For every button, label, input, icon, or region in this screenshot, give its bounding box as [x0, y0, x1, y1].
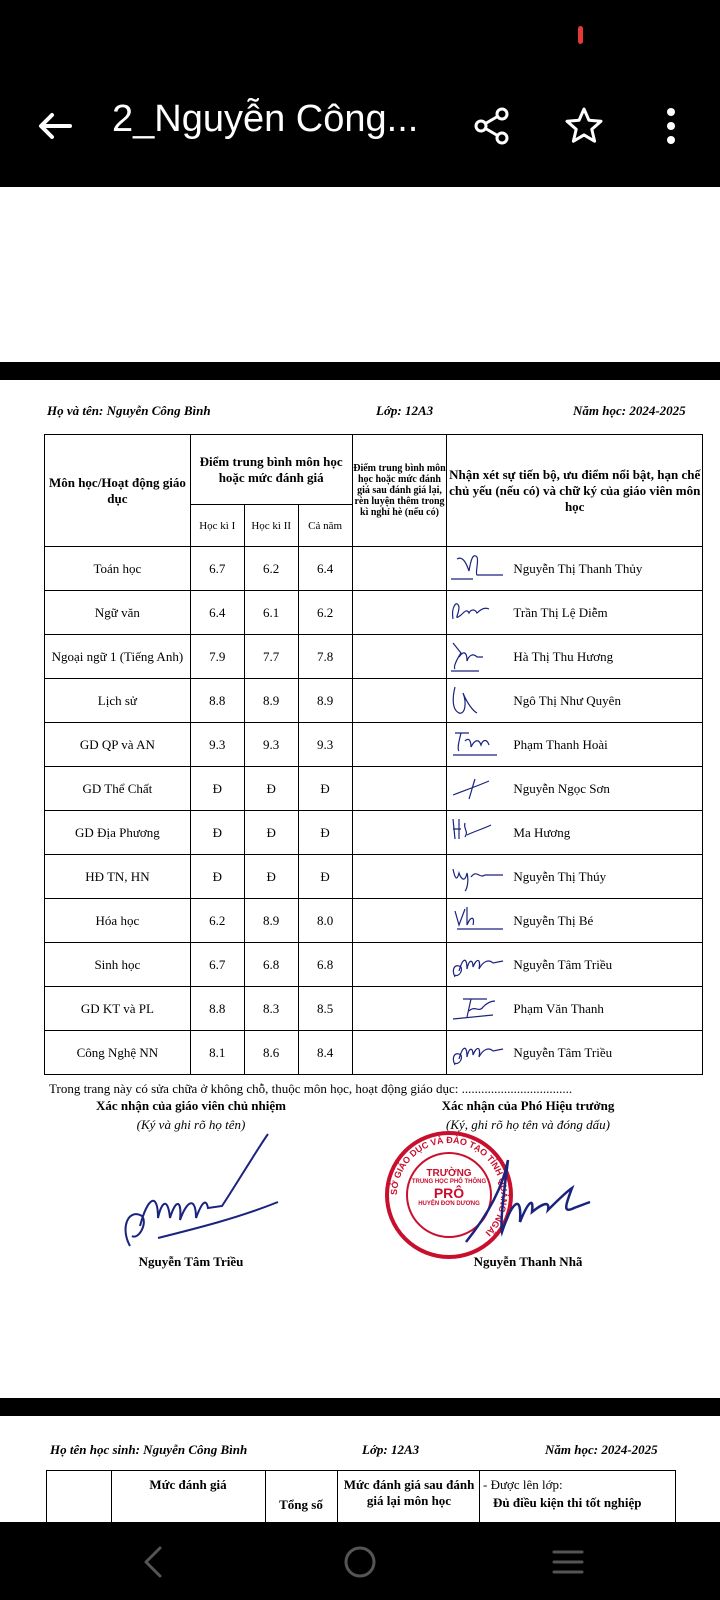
col-subject: Môn học/Hoạt động giáo dục — [45, 435, 191, 547]
hk1-score: 8.1 — [190, 1031, 244, 1075]
star-icon[interactable] — [564, 106, 604, 146]
table-row — [45, 1031, 703, 1075]
col-reeval: Điểm trung bình môn học hoặc mức đánh giá sau đánh giá lại, rèn luyện thêm trong kì nghỉ hè (nếu có) — [352, 435, 447, 547]
stamp-outer-path: SỞ GIÁO DỤC VÀ ĐÀO TẠO TỈNH QUẢNG NGÃI — [388, 1134, 510, 1239]
share-icon[interactable] — [472, 106, 512, 146]
teacher-signature-icon — [449, 639, 505, 673]
year-score: 7.8 — [298, 635, 352, 679]
reeval-score — [352, 591, 447, 635]
subject: Hóa học — [45, 899, 191, 943]
teacher-signature-icon — [449, 771, 505, 805]
remark-cell — [447, 635, 703, 679]
page2-col-reeval: Mức đánh giá sau đánh giá lại môn học — [343, 1477, 475, 1508]
table-row — [45, 899, 703, 943]
remark-cell — [447, 547, 703, 591]
remark-cell — [447, 591, 703, 635]
teacher-name: Nguyễn Ngọc Sơn — [513, 780, 610, 796]
reeval-score — [352, 987, 447, 1031]
app-bar — [0, 0, 720, 187]
year-score: 6.4 — [298, 547, 352, 591]
reeval-score — [352, 635, 447, 679]
teacher-signature-icon — [449, 991, 505, 1025]
year-score: 8.0 — [298, 899, 352, 943]
col-hk2: Học kì II — [244, 505, 298, 547]
subject: Công Nghệ NN — [45, 1031, 191, 1075]
subject: Ngữ văn — [45, 591, 191, 635]
remark-cell — [447, 943, 703, 987]
hk2-score: 8.9 — [244, 899, 298, 943]
reeval-score — [352, 767, 447, 811]
hk1-score: Đ — [190, 811, 244, 855]
more-vert-icon[interactable] — [656, 106, 686, 146]
remark-cell — [447, 811, 703, 855]
remark-cell — [447, 723, 703, 767]
table-row — [45, 811, 703, 855]
year-score: 6.2 — [298, 591, 352, 635]
hk2-score: 6.1 — [244, 591, 298, 635]
homeroom-name: Nguyễn Tâm Triều — [138, 1254, 244, 1269]
grades-table — [44, 434, 703, 1075]
back-arrow-icon[interactable] — [32, 104, 76, 148]
reeval-score — [352, 679, 447, 723]
page-separator — [0, 362, 720, 380]
nav-back-icon[interactable] — [138, 1544, 168, 1580]
hk2-score: 9.3 — [244, 723, 298, 767]
student-name: Họ và tên: Nguyễn Công Bình — [47, 403, 211, 418]
teacher-name: Ma Hương — [513, 824, 571, 840]
teacher-name: Nguyễn Tâm Triều — [513, 956, 613, 972]
reeval-score — [352, 1031, 447, 1075]
nav-home-icon[interactable] — [342, 1544, 378, 1580]
teacher-name: Phạm Văn Thanh — [513, 1000, 604, 1016]
remark-cell — [447, 855, 703, 899]
stamp-line1: TRƯỜNG — [426, 1168, 472, 1179]
table-row — [45, 635, 703, 679]
teacher-signature-icon — [449, 551, 505, 585]
nav-recents-icon[interactable] — [550, 1544, 586, 1580]
teacher-name: Hà Thị Thu Hương — [513, 648, 614, 664]
homeroom-sub: (Ký và ghi rõ họ tên) — [136, 1117, 246, 1132]
page2-col-total: Tổng số — [279, 1497, 323, 1512]
teacher-signature-icon — [449, 1035, 505, 1069]
reeval-score — [352, 811, 447, 855]
page2-table — [46, 1470, 676, 1523]
teacher-name: Nguyễn Tâm Triều — [513, 1044, 613, 1060]
hk2-score: 6.2 — [244, 547, 298, 591]
school-year: Năm học: 2024-2025 — [573, 403, 686, 418]
vice-principal-title: Xác nhận của Phó Hiệu trưởng — [441, 1098, 615, 1113]
hk2-score: 8.3 — [244, 987, 298, 1031]
stamp-line2: TRUNG HỌC PHỔ THÔNG — [411, 1179, 487, 1185]
year-score: Đ — [298, 855, 352, 899]
teacher-name: Trần Thị Lệ Diễm — [513, 604, 608, 620]
teacher-signature-icon — [449, 683, 505, 717]
subject: Sinh học — [45, 943, 191, 987]
year-score: 8.4 — [298, 1031, 352, 1075]
col-hk1: Học kì I — [190, 505, 244, 547]
table-row — [45, 943, 703, 987]
teacher-name: Ngô Thị Như Quyên — [513, 692, 621, 708]
subject: Lịch sử — [45, 679, 191, 723]
page2-student-name: Họ tên học sinh: Nguyễn Công Bình — [50, 1442, 248, 1457]
homeroom-title: Xác nhận của giáo viên chủ nhiệm — [96, 1098, 286, 1113]
year-score: 6.8 — [298, 943, 352, 987]
teacher-signature-icon — [449, 947, 505, 981]
hk2-score: 7.7 — [244, 635, 298, 679]
vice-principal-sub: (Ký, ghi rõ họ tên và đóng dấu) — [446, 1117, 610, 1132]
hk1-score: 7.9 — [190, 635, 244, 679]
table-row — [45, 987, 703, 1031]
hk1-score: 6.2 — [190, 899, 244, 943]
class-label: Lớp: 12A3 — [376, 403, 434, 418]
teacher-signature-icon — [449, 903, 505, 937]
hk2-score: Đ — [244, 767, 298, 811]
table-row — [45, 723, 703, 767]
table-row — [45, 767, 703, 811]
hk2-score: Đ — [244, 855, 298, 899]
hk1-score: 6.7 — [190, 547, 244, 591]
system-nav-bar — [0, 1522, 720, 1600]
teacher-signature-icon — [449, 727, 505, 761]
year-score: Đ — [298, 767, 352, 811]
document-title: 2_Nguyễn Công... — [112, 98, 419, 140]
col-average: Điểm trung bình môn học hoặc mức đánh giá — [190, 435, 352, 505]
correction-note: Trong trang này có sửa chữa ở không chỗ, thuộc môn học, hoạt động giáo dục: .................................. — [49, 1081, 573, 1096]
page2-school-year: Năm học: 2024-2025 — [545, 1442, 658, 1457]
subject: Ngoại ngữ 1 (Tiếng Anh) — [45, 635, 191, 679]
reeval-score — [352, 855, 447, 899]
page2-class-label: Lớp: 12A3 — [362, 1442, 420, 1457]
reeval-score — [352, 723, 447, 767]
page-separator — [0, 1398, 720, 1416]
hk2-score: 8.6 — [244, 1031, 298, 1075]
remark-cell — [447, 1031, 703, 1075]
reeval-score — [352, 547, 447, 591]
vice-principal-name: Nguyễn Thanh Nhã — [473, 1254, 583, 1269]
hk2-score: 8.9 — [244, 679, 298, 723]
reeval-score — [352, 943, 447, 987]
year-score: Đ — [298, 811, 352, 855]
subject: GD QP và AN — [45, 723, 191, 767]
subject: GD KT và PL — [45, 987, 191, 1031]
year-score: 8.5 — [298, 987, 352, 1031]
page2-col-graduation: Đủ điều kiện thi tốt nghiệp — [493, 1495, 642, 1510]
table-row — [45, 591, 703, 635]
page2-col-level: Mức đánh giá — [149, 1477, 227, 1492]
table-row — [45, 547, 703, 591]
remark-cell — [447, 767, 703, 811]
recording-indicator — [578, 26, 583, 44]
year-score: 8.9 — [298, 679, 352, 723]
hk1-score: 6.7 — [190, 943, 244, 987]
teacher-signature-icon — [449, 859, 505, 893]
table-row — [45, 679, 703, 723]
year-score: 9.3 — [298, 723, 352, 767]
hk1-score: 8.8 — [190, 679, 244, 723]
subject: GD Địa Phương — [45, 811, 191, 855]
vice-principal-signature-icon — [462, 1152, 592, 1252]
page2-col-promote: - Được lên lớp: — [483, 1477, 563, 1492]
teacher-name: Nguyễn Thị Thúy — [513, 868, 607, 884]
teacher-name: Nguyễn Thị Thanh Thủy — [513, 560, 643, 576]
reeval-score — [352, 899, 447, 943]
remark-cell — [447, 899, 703, 943]
hk1-score: Đ — [190, 855, 244, 899]
subject: HĐ TN, HN — [45, 855, 191, 899]
table-row — [45, 855, 703, 899]
remark-cell — [447, 679, 703, 723]
teacher-name: Nguyễn Thị Bé — [513, 912, 594, 928]
hk1-score: Đ — [190, 767, 244, 811]
hk1-score: 6.4 — [190, 591, 244, 635]
col-year: Cả năm — [298, 505, 352, 547]
subject: Toán học — [45, 547, 191, 591]
hk1-score: 9.3 — [190, 723, 244, 767]
teacher-name: Phạm Thanh Hoài — [513, 736, 608, 752]
col-remarks: Nhận xét sự tiến bộ, ưu điểm nổi bật, hạn chế chủ yếu (nếu có) và chữ ký của giáo viên môn học — [447, 435, 703, 547]
stamp-line4: HUYỆN ĐƠN DƯƠNG — [418, 1200, 480, 1207]
teacher-signature-icon — [449, 815, 505, 849]
hk2-score: 6.8 — [244, 943, 298, 987]
teacher-signature-icon — [449, 595, 505, 629]
hk2-score: Đ — [244, 811, 298, 855]
stamp-line3: PRÔ — [433, 1184, 465, 1201]
hk1-score: 8.8 — [190, 987, 244, 1031]
remark-cell — [447, 987, 703, 1031]
homeroom-signature-icon — [118, 1128, 288, 1248]
subject: GD Thể Chất — [45, 767, 191, 811]
